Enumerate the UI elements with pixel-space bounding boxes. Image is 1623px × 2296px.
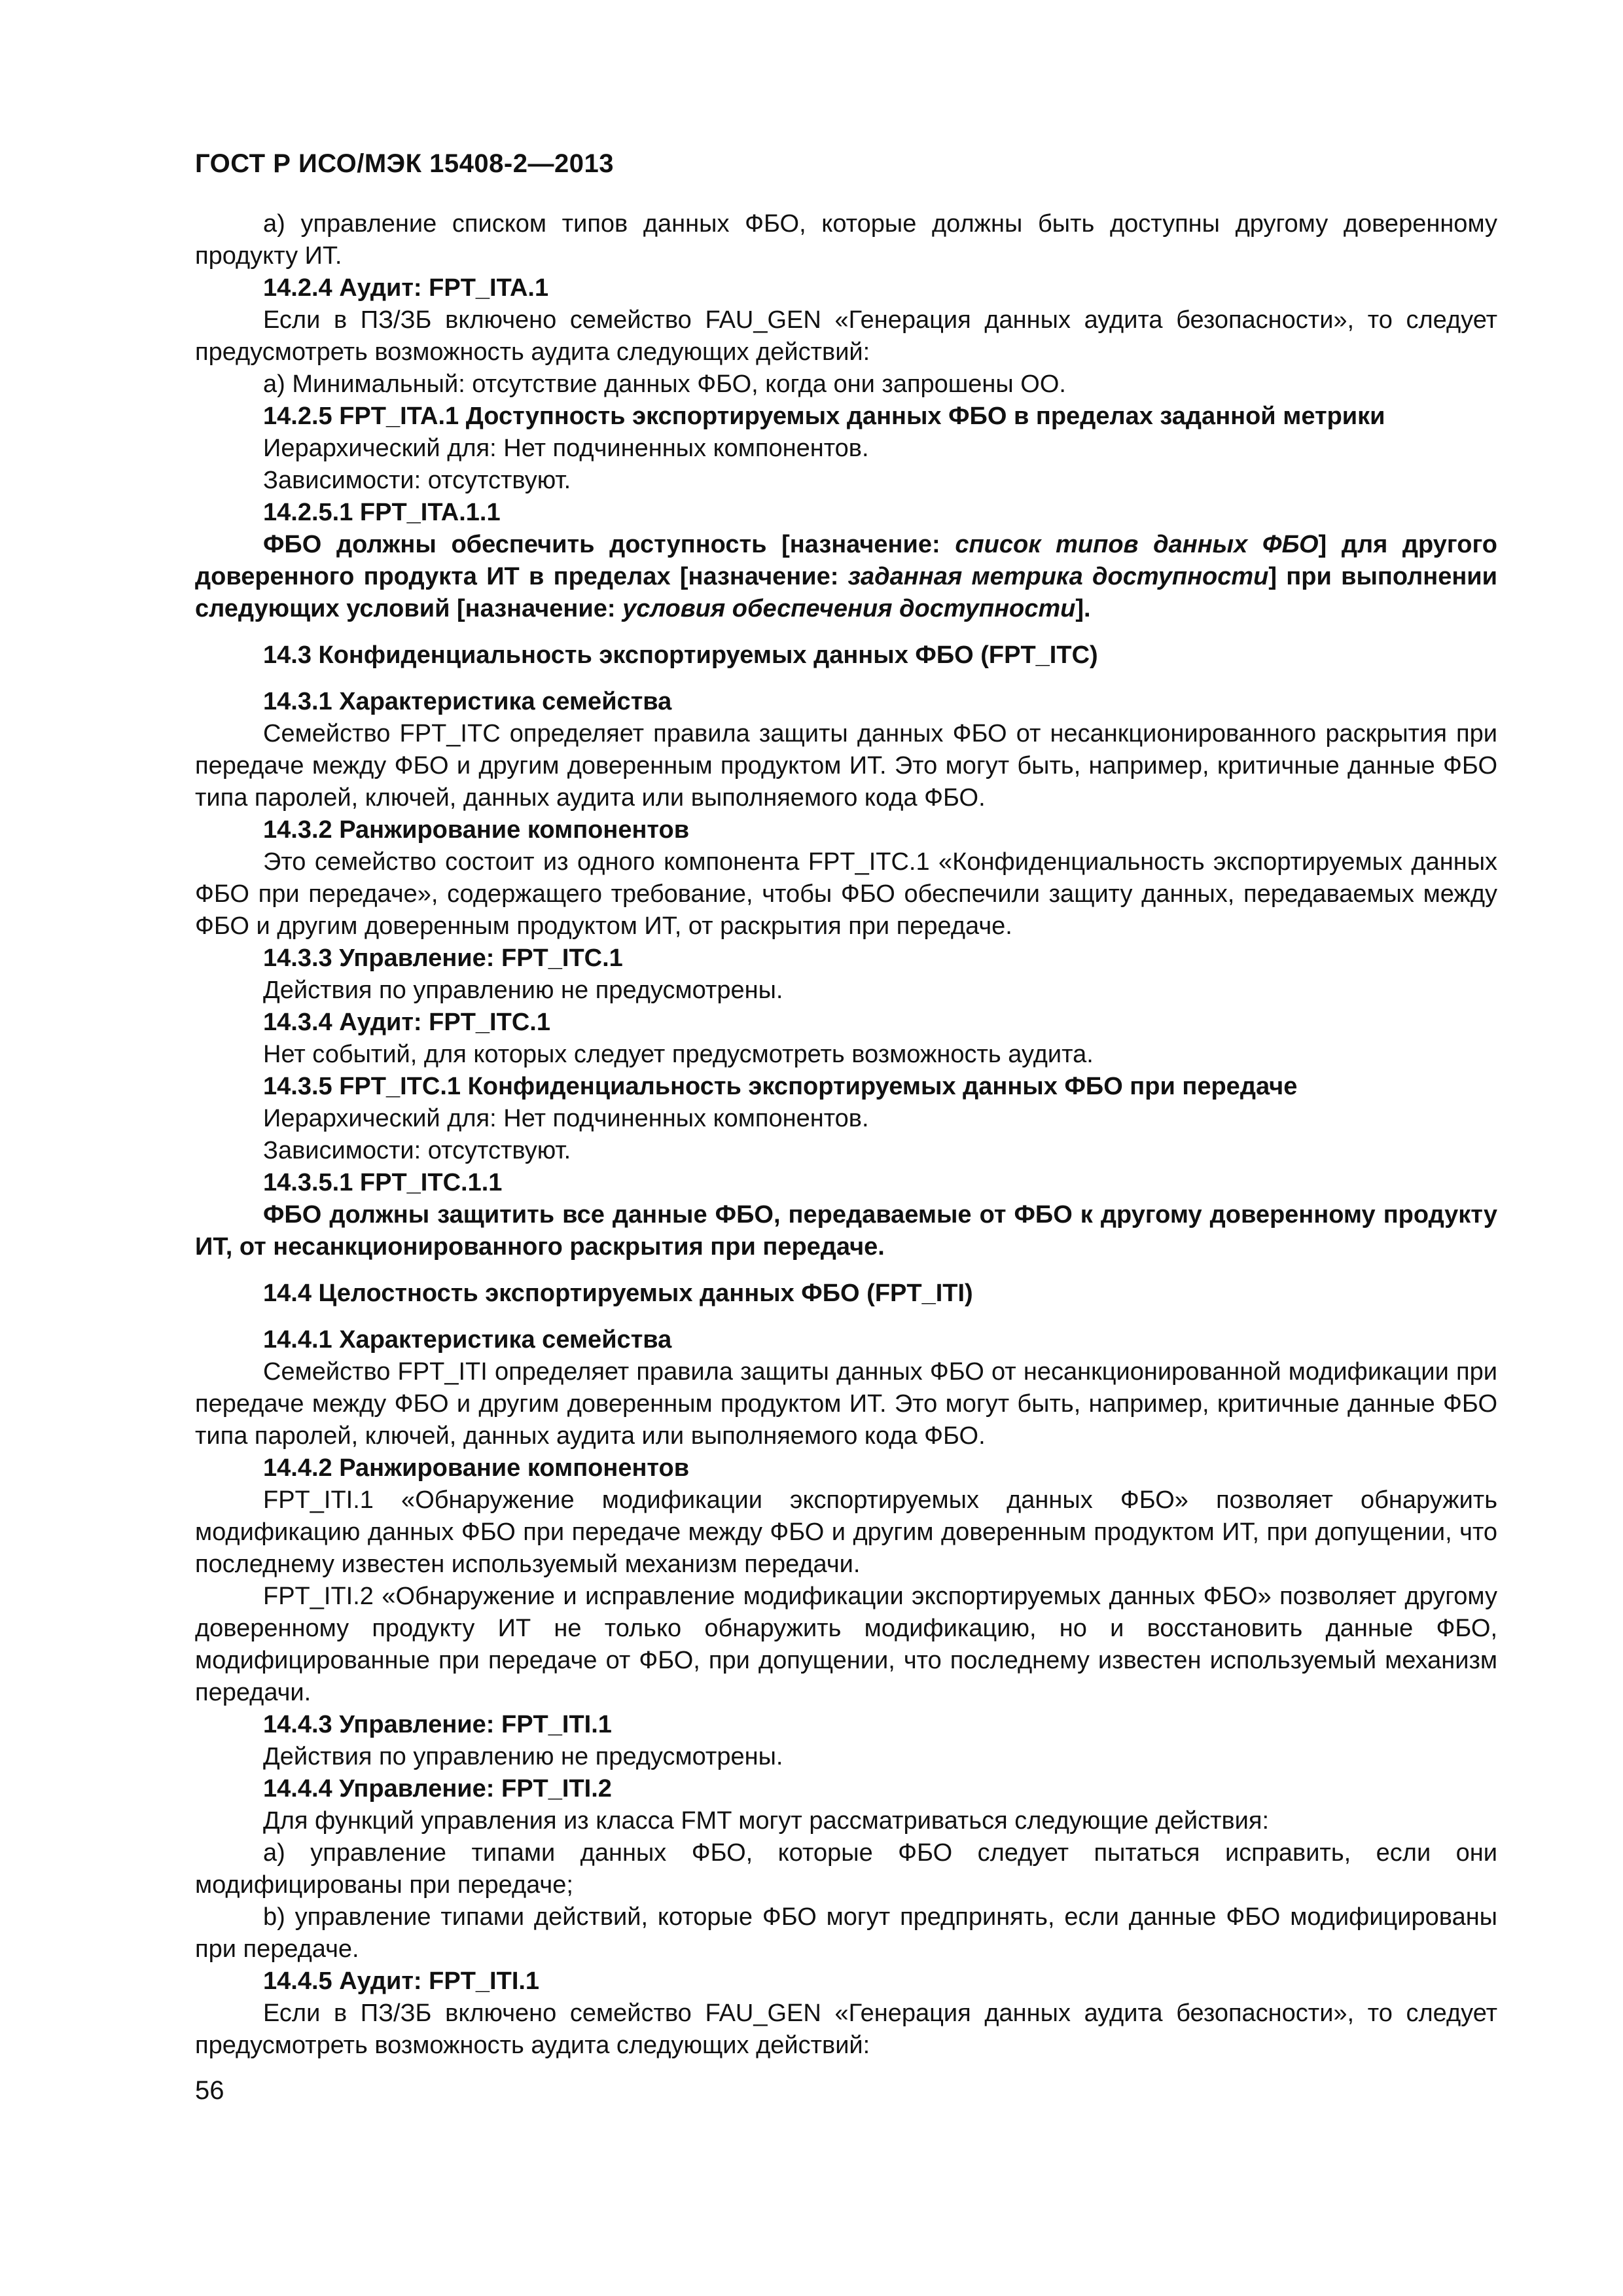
section-heading: 14.4.2 Ранжирование компонентов <box>263 1454 690 1482</box>
section-heading: 14.4 Целостность экспортируемых данных ФБО (FPT_ITI) <box>263 1280 973 1307</box>
page-number: 56 <box>195 2076 224 2105</box>
section-heading: 14.4.3 Управление: FPT_ITI.1 <box>263 1711 612 1738</box>
section-heading: 14.2.4 Аудит: FPT_ITA.1 <box>263 274 549 302</box>
body-paragraph: Семейство FPT_ITC определяет правила защиты данных ФБО от несанкционированного раскрытия при передаче между ФБО и другим доверенным продуктом ИТ. Это могут быть, например, критичные данные ФБО типа паролей, ключей, данных аудита или выполняемого кода ФБО. <box>195 720 1497 812</box>
section-heading: 14.4.1 Характеристика семейства <box>263 1326 672 1354</box>
document-header: ГОСТ Р ИСО/МЭК 15408-2—2013 <box>195 149 614 178</box>
section-heading: 14.3.2 Ранжирование компонентов <box>263 816 690 844</box>
body-paragraph: Это семейство состоит из одного компонента FPT_ITC.1 «Конфиденциальность экспортируемых данных ФБО при передаче», содержащего требование, чтобы ФБО обеспечили защиту данных, передаваемых между ФБО и другим доверенным продуктом ИТ, от раскрытия при передаче. <box>195 848 1497 940</box>
body-paragraph: Нет событий, для которых следует предусмотреть возможность аудита. <box>263 1041 1094 1068</box>
section-heading: 14.3.5 FPT_ITC.1 Конфиденциальность экспортируемых данных ФБО при передаче <box>263 1073 1298 1100</box>
requirement-assignment: список типов данных ФБО <box>955 531 1319 558</box>
body-paragraph: Для функций управления из класса FMT могут рассматриваться следующие действия: <box>263 1807 1270 1835</box>
body-paragraph: Действия по управлению не предусмотрены. <box>263 977 783 1004</box>
body-paragraph: Если в ПЗ/ЗБ включено семейство FAU_GEN «Генерация данных аудита безопасности», то следует предусмотреть возможность аудита следующих действий: <box>195 2000 1497 2059</box>
body-paragraph: FPT_ITI.1 «Обнаружение модификации экспортируемых данных ФБО» позволяет обнаружить модификацию данных ФБО при передаче между ФБО и другим доверенным продуктом ИТ, при допущении, что последнему известен используемый механизм передачи. <box>195 1486 1497 1578</box>
body-paragraph: Зависимости: отсутствуют. <box>263 467 571 494</box>
body-paragraph: FPT_ITI.2 «Обнаружение и исправление модификации экспортируемых данных ФБО» позволяет другому доверенному продукту ИТ не только обнаружить модификацию, но и восстановить данные ФБО, модифицированные при передаче от ФБО, при допущении, что последнему известен используемый механизм передачи. <box>195 1583 1497 1706</box>
requirement-assignment: заданная метрика доступности <box>847 563 1269 590</box>
body-paragraph: Действия по управлению не предусмотрены. <box>263 1743 783 1770</box>
requirement-fragment: ]. <box>1075 595 1091 622</box>
body-paragraph: Зависимости: отсутствуют. <box>263 1137 571 1164</box>
requirement-fragment: ] при выполнении следующих условий [назначение: <box>195 563 1498 622</box>
section-heading: 14.4.4 Управление: FPT_ITI.2 <box>263 1775 612 1803</box>
body-paragraph: a) управление списком типов данных ФБО, которые должны быть доступны другому доверенному продукту ИТ. <box>195 210 1497 270</box>
section-heading: 14.2.5 FPT_ITA.1 Доступность экспортируемых данных ФБО в пределах заданной метрики <box>263 403 1385 430</box>
section-heading: 14.2.5.1 FPT_ITA.1.1 <box>263 499 501 526</box>
requirement-fragment: ФБО должны обеспечить доступность [назначение: <box>263 531 955 558</box>
body-paragraph: Если в ПЗ/ЗБ включено семейство FAU_GEN «Генерация данных аудита безопасности», то следует предусмотреть возможность аудита следующих действий: <box>195 306 1497 366</box>
body-paragraph: a) управление типами данных ФБО, которые ФБО следует пытаться исправить, если они модифицированы при передаче; <box>195 1839 1497 1899</box>
body-paragraph: Иерархический для: Нет подчиненных компонентов. <box>263 1105 869 1132</box>
section-heading: 14.3.3 Управление: FPT_ITC.1 <box>263 944 623 972</box>
body-paragraph: Семейство FPT_ITI определяет правила защиты данных ФБО от несанкционированной модификации при передаче между ФБО и другим доверенным продуктом ИТ. Это могут быть, например, критичные данные ФБО типа паролей, ключей, данных аудита или выполняемого кода ФБО. <box>195 1358 1497 1450</box>
body-paragraph: b) управление типами действий, которые ФБО могут предпринять, если данные ФБО модифицированы при передаче. <box>195 1903 1497 1963</box>
requirement-text <box>195 529 1497 625</box>
requirement-assignment: условия обеспечения доступности <box>622 595 1076 622</box>
requirement-fragment: ФБО должны защитить все данные ФБО, передаваемые от ФБО к другому доверенному продукту ИТ, от несанкционированного раскрытия при передаче. <box>195 1201 1497 1261</box>
section-heading: 14.4.5 Аудит: FPT_ITI.1 <box>263 1967 540 1995</box>
requirement-fragment: ] для другого доверенного продукта ИТ в пределах [назначение: <box>195 531 1497 590</box>
body-paragraph: Иерархический для: Нет подчиненных компонентов. <box>263 435 869 462</box>
section-heading: 14.3 Конфиденциальность экспортируемых данных ФБО (FPT_ITC) <box>263 641 1098 669</box>
body-paragraph: a) Минимальный: отсутствие данных ФБО, когда они запрошены ОО. <box>263 370 1066 398</box>
section-heading: 14.3.4 Аудит: FPT_ITC.1 <box>263 1009 550 1036</box>
document-body <box>195 208 1497 2062</box>
section-heading: 14.3.1 Характеристика семейства <box>263 688 672 715</box>
section-heading: 14.3.5.1 FPT_ITC.1.1 <box>263 1169 503 1196</box>
requirement-text <box>195 1199 1497 1263</box>
